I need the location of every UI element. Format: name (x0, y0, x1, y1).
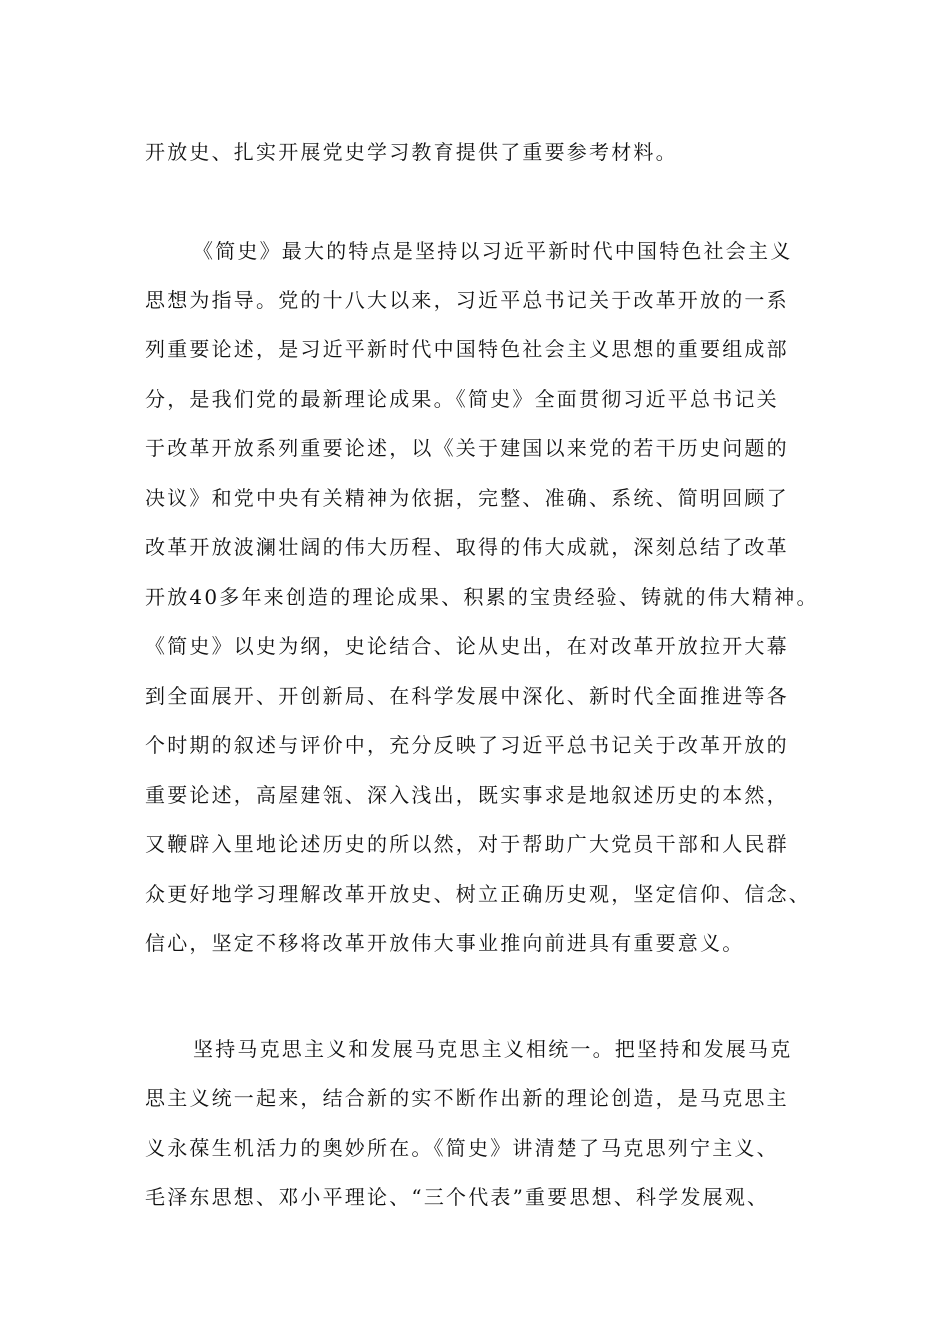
paragraph-2-line-9: 《简史》以史为纲，史论结合、论从史出，在对改革开放拉开大幕 (145, 634, 789, 658)
paragraph-2-line-7: 改革开放波澜壮阔的伟大历程、取得的伟大成就，深刻总结了改革 (145, 535, 789, 559)
paragraph-3-line-2: 思主义统一起来，结合新的实不断作出新的理论创造，是马克思主 (145, 1086, 789, 1110)
paragraph-3-line-1: 坚持马克思主义和发展马克思主义相统一。把坚持和发展马克 (193, 1037, 793, 1061)
paragraph-2-line-14: 众更好地学习理解改革开放史、树立正确历史观，坚定信仰、信念、 (145, 882, 811, 906)
paragraph-2-line-6: 决议》和党中央有关精神为依据，完整、准确、系统、简明回顾了 (145, 486, 789, 510)
paragraph-2-line-2: 思想为指导。党的十八大以来，习近平总书记关于改革开放的一系 (145, 288, 789, 312)
paragraph-1-line-1: 开放史、扎实开展党史学习教育提供了重要参考材料。 (145, 140, 678, 164)
paragraph-2-line-8: 开放40多年来创造的理论成果、积累的宝贵经验、铸就的伟大精神。 (145, 585, 819, 609)
paragraph-2-line-4: 分，是我们党的最新理论成果。《简史》全面贯彻习近平总书记关 (145, 387, 779, 411)
paragraph-3-line-4: 毛泽东思想、邓小平理论、“三个代表”重要思想、科学发展观、 (145, 1185, 770, 1209)
paragraph-2-line-3: 列重要论述，是习近平新时代中国特色社会主义思想的重要组成部 (145, 337, 789, 361)
paragraph-2-line-11: 个时期的叙述与评价中，充分反映了习近平总书记关于改革开放的 (145, 733, 789, 757)
paragraph-2-line-12: 重要论述，高屋建瓴、深入浅出，既实事求是地叙述历史的本然， (145, 783, 789, 807)
paragraph-2-line-10: 到全面展开、开创新局、在科学发展中深化、新时代全面推进等各 (145, 684, 789, 708)
paragraph-2-line-13: 又鞭辟入里地论述历史的所以然，对于帮助广大党员干部和人民群 (145, 832, 789, 856)
paragraph-2-line-5: 于改革开放系列重要论述，以《关于建国以来党的若干历史问题的 (145, 436, 789, 460)
paragraph-2-line-15: 信心，坚定不移将改革开放伟大事业推向前进具有重要意义。 (145, 931, 745, 955)
paragraph-2-line-1: 《简史》最大的特点是坚持以习近平新时代中国特色社会主义 (193, 239, 793, 263)
paragraph-3-line-3: 义永葆生机活力的奥妙所在。《简史》讲清楚了马克思列宁主义、 (145, 1136, 779, 1160)
